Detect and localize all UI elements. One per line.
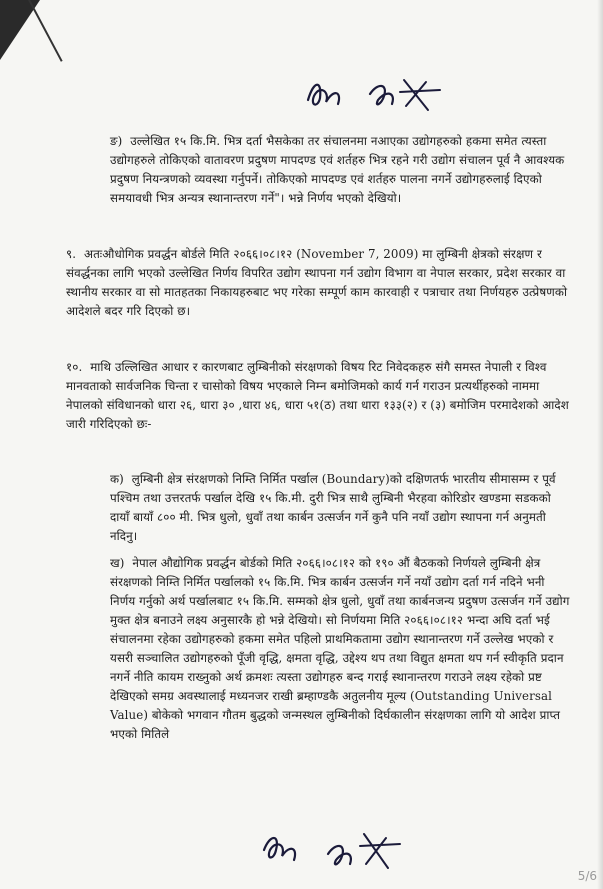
paragraph-text: लुम्बिनी क्षेत्र संरक्षणको निम्ति निर्मित पर्खाल (Boundary)को दक्षिणतर्फ भारतीय सीमासम्म र पूर्व पश्चिम तथा उत्तरतर्फ पर्खाल देखि १५ कि.मी. दुरी भित्र साथै लुम्बिनी भैरहवा कोरिडोर खण्डमा सडकको दायाँ बायाँ ८०० मी. भित्र धुलो, धुवाँ तथा कार्बन उत्सर्जन गर्ने कुनै पनि नयाँ उद्योग स्थापना गर्न अनुमती नदिनु। [110, 472, 556, 543]
paragraph-marker: ङ) [110, 134, 123, 148]
paragraph-marker: १०. [66, 360, 83, 374]
scan-edge-shade [597, 0, 603, 889]
paragraph-10 [66, 358, 571, 434]
paragraph-marker: ख) [110, 556, 125, 570]
paragraph-text: माथि उल्लिखित आधार र कारणबाट लुम्बिनीको संरक्षणको विषय रिट निवेदकहरु संगै समस्त नेपाली र विश्व मानवताको सार्वजनिक चिन्ता र चासोको विषय भएकाले निम्न बमोजिमको कार्य गर्न गराउन प्रत्यर्थीहरुको नाममा नेपालको संविधानको धारा २६, धारा ३० ,धारा ४६, धारा ५१(ठ) तथा धारा १३३(२) र (३) बमोजिम परमादेशको आदेश जारी गरिदिएको छः- [66, 360, 569, 431]
paragraph-nga [110, 132, 570, 208]
signature-top [300, 70, 470, 120]
paragraph-marker: ९. [66, 247, 77, 261]
paragraph-ka [110, 470, 572, 546]
paragraph-text: उल्लेखित १५ कि.मि. भित्र दर्ता भैसकेका तर संचालनमा नआएका उद्योगहरुको हकमा समेत त्यस्ता उद्योगहरुले तोकिएको वातावरण प्रदुषण मापदण्ड एवं शर्तहरु भित्र रहने गरी उद्योग संचालन पूर्व नै आवश्यक प्रदुषण नियन्त्रणको व्यवस्था गर्नुपर्ने। तोकिएको मापदण्ड एवं शर्तहरु पालना नगर्ने उद्योगहरुलाई दिएको समयावधी भित्र अन्यत्र स्थानान्तरण गर्ने"। भन्ने निर्णय भएको देखियो। [110, 134, 565, 205]
paragraph-9 [66, 245, 571, 321]
paragraph-text: नेपाल औद्योगिक प्रवर्द्धन बोर्डको मिति २०६६।०८।१२ को १९० औं बैठकको निर्णयले लुम्बिनी क्षेत्र संरक्षणको निम्ति निर्मित पर्खालको १५ कि.मि. भित्र कार्बन उत्सर्जन गर्ने नयाँ उद्योग दर्ता गर्न नदिने भनी निर्णय गर्नुको अर्थ पर्खालबाट १५ कि.मि. सम्मको क्षेत्र धुलो, धुवाँ तथा कार्बनजन्य प्रदुषण उत्सर्जन गर्ने उद्योग मुक्त क्षेत्र बनाउने लक्ष्य अनुसारकै हो भन्ने देखियो। सो निर्णयमा मिति २०६६।०८।१२ भन्दा अघि दर्ता भई संचालनमा रहेका उद्योगहरुको हकमा समेत पहिलो प्राथमिकतामा उद्योग स्थानान्तरण गर्ने उल्लेख भएको र यसरी सञ्चालित उद्योगहरुको पूँजी वृद्धि, क्षमता वृद्धि, उद्देश्य थप तथा विद्युत क्षमता थप गर्न स्वीकृति प्रदान नगर्ने नीति कायम राख्नुको अर्थ क्रमशः त्यस्ता उद्योगहरु बन्द गराई स्थानान्तरण गराउने लक्ष्य रहेको प्रष्ट देखिएको समग्र अवस्थालाई मध्यनजर राखी ब्रम्हाण्डकै अतुलनीय मूल्य (Outstanding Universal Value) बोकेको भगवान गौतम बुद्धको जन्मस्थल लुम्बिनीको दिर्घकालीन संरक्षणका लागि यो आदेश प्राप्त भएको मितिले [110, 556, 570, 741]
signature-bottom [258, 820, 428, 880]
paragraph-kha [110, 554, 572, 744]
paragraph-text: अतःऔधोगिक प्रवर्द्धन बोर्डले मिति २०६६।०८।१२ (November 7, 2009) मा लुम्बिनी क्षेत्रको संरक्षण र संवर्द्धनका लागि भएको उल्लेखित निर्णय विपरित उद्योग स्थापना गर्न उद्योग विभाग वा नेपाल सरकार, प्रदेश सरकार वा स्थानीय सरकार वा सो मातहतका निकायहरुबाट भए गरेका सम्पूर्ण काम कारवाही र पत्राचार तथा निर्णयहरु उत्प्रेषणको आदेशले बदर गरि दिएको छ। [66, 247, 568, 318]
paragraph-marker: क) [110, 472, 124, 486]
page-number: 5/6 [577, 869, 597, 883]
